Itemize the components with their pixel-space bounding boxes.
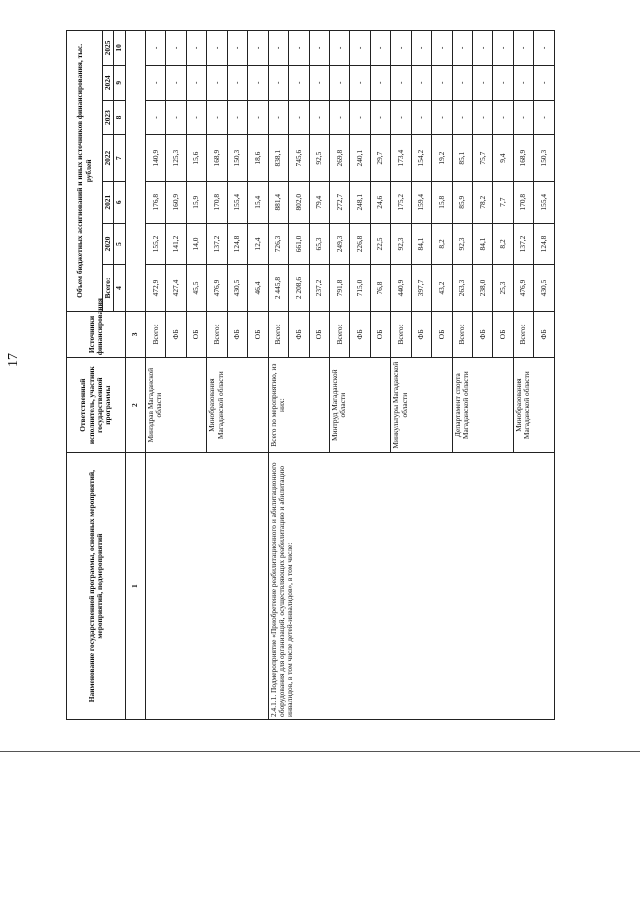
total-value-cell: 715,0 xyxy=(350,265,370,311)
header-funding-source: Источники финансирования xyxy=(67,311,126,357)
funding-source-cell: ОБ xyxy=(186,311,206,357)
funding-source-cell: Всего: xyxy=(329,311,349,357)
funding-source-cell: ФБ xyxy=(534,311,555,357)
year-value-cell: 92,5 xyxy=(309,135,329,181)
header-index: 10 xyxy=(114,31,125,66)
year-value-cell: - xyxy=(227,31,247,66)
year-value-cell: 65,3 xyxy=(309,223,329,265)
rotated-page-content xyxy=(66,30,555,720)
year-value-cell: - xyxy=(289,100,309,135)
year-value-cell: 15,9 xyxy=(186,181,206,223)
year-value-cell: - xyxy=(207,31,227,66)
header-year: 2024 xyxy=(103,65,114,100)
year-value-cell: - xyxy=(350,100,370,135)
year-value-cell: - xyxy=(248,100,268,135)
total-value-cell: 791,8 xyxy=(329,265,349,311)
header-index: 5 xyxy=(114,223,125,265)
table-row xyxy=(268,31,288,720)
year-value-cell: - xyxy=(452,31,472,66)
year-value-cell: 22,5 xyxy=(370,223,390,265)
year-value-cell: - xyxy=(329,65,349,100)
funding-table-body xyxy=(125,31,554,720)
year-value-cell: 155,4 xyxy=(534,181,555,223)
year-value-cell: 168,9 xyxy=(207,135,227,181)
year-value-cell: - xyxy=(473,31,493,66)
year-value-cell: 137,2 xyxy=(513,223,533,265)
funding-source-cell: Всего: xyxy=(513,311,533,357)
year-value-cell: - xyxy=(268,65,288,100)
funding-source-cell: ФБ xyxy=(166,311,186,357)
year-value-cell: 745,6 xyxy=(289,135,309,181)
year-value-cell: 155,2 xyxy=(146,223,166,265)
year-value-cell: - xyxy=(432,65,452,100)
total-value-cell: 237,2 xyxy=(309,265,329,311)
header-year: 2023 xyxy=(103,100,114,135)
year-value-cell: 141,2 xyxy=(166,223,186,265)
header-total: Всего: xyxy=(103,265,114,311)
header-year: 2022 xyxy=(103,135,114,181)
year-value-cell: - xyxy=(411,65,431,100)
year-value-cell: 29,7 xyxy=(370,135,390,181)
year-value-cell: 160,9 xyxy=(166,181,186,223)
funding-source-cell: ФБ xyxy=(289,311,309,357)
year-value-cell: - xyxy=(186,31,206,66)
year-value-cell: 12,4 xyxy=(248,223,268,265)
year-value-cell: - xyxy=(370,31,390,66)
total-value-cell: 76,8 xyxy=(370,265,390,311)
year-value-cell: - xyxy=(391,100,411,135)
header-index-spacer xyxy=(125,31,145,312)
year-value-cell: - xyxy=(248,65,268,100)
year-value-cell: - xyxy=(350,65,370,100)
year-value-cell: 9,4 xyxy=(493,135,513,181)
executor-cell: Минтруд Магаданской области xyxy=(329,358,390,453)
year-value-cell: - xyxy=(411,31,431,66)
funding-source-cell: ОБ xyxy=(309,311,329,357)
year-value-cell: 84,1 xyxy=(411,223,431,265)
year-value-cell: 272,7 xyxy=(329,181,349,223)
year-value-cell: - xyxy=(329,100,349,135)
year-value-cell: 140,9 xyxy=(146,135,166,181)
total-value-cell: 472,9 xyxy=(146,265,166,311)
funding-source-cell: Всего: xyxy=(452,311,472,357)
year-value-cell: - xyxy=(186,100,206,135)
header-index: 3 xyxy=(125,311,145,357)
year-value-cell: 170,8 xyxy=(513,181,533,223)
year-value-cell: 19,2 xyxy=(432,135,452,181)
year-value-cell: 240,1 xyxy=(350,135,370,181)
year-value-cell: 269,8 xyxy=(329,135,349,181)
measure-name-cell: 2.4.1.1. Подмероприятие «Приобретение реабилитационного и абилитационного оборудования для организаций, осуществляющих реабилитацию и абилитацию инвалидов, в том числе детей-инвалидов», в том числе: xyxy=(268,453,554,720)
year-value-cell: 154,2 xyxy=(411,135,431,181)
executor-cell: Минобразования Магаданской области xyxy=(207,358,268,453)
year-value-cell: 7,7 xyxy=(493,181,513,223)
year-value-cell: - xyxy=(289,31,309,66)
header-index: 7 xyxy=(114,135,125,181)
year-value-cell: 124,8 xyxy=(534,223,555,265)
year-value-cell: 150,3 xyxy=(227,135,247,181)
year-value-cell: - xyxy=(268,31,288,66)
year-value-cell: - xyxy=(432,31,452,66)
funding-source-cell: ОБ xyxy=(370,311,390,357)
year-value-cell: - xyxy=(309,100,329,135)
total-value-cell: 46,4 xyxy=(248,265,268,311)
header-index: 8 xyxy=(114,100,125,135)
year-value-cell: - xyxy=(248,31,268,66)
year-value-cell: 176,8 xyxy=(146,181,166,223)
year-value-cell: 159,4 xyxy=(411,181,431,223)
year-value-cell: 15,6 xyxy=(186,135,206,181)
year-value-cell: 838,1 xyxy=(268,135,288,181)
year-value-cell: - xyxy=(289,65,309,100)
year-value-cell: - xyxy=(473,65,493,100)
funding-source-cell: Всего: xyxy=(268,311,288,357)
year-value-cell: - xyxy=(227,65,247,100)
year-value-cell: 168,9 xyxy=(513,135,533,181)
year-value-cell: - xyxy=(146,65,166,100)
funding-table xyxy=(66,30,555,720)
header-year: 2021 xyxy=(103,181,114,223)
bottom-rule xyxy=(0,751,640,752)
year-value-cell: 84,1 xyxy=(473,223,493,265)
executor-cell: Минздрав Магаданской области xyxy=(146,358,207,453)
total-value-cell: 397,7 xyxy=(411,265,431,311)
header-year: 2025 xyxy=(103,31,114,66)
year-value-cell: - xyxy=(227,100,247,135)
year-value-cell: - xyxy=(493,100,513,135)
year-value-cell: - xyxy=(513,31,533,66)
year-value-cell: 85,9 xyxy=(452,181,472,223)
funding-source-cell: ФБ xyxy=(350,311,370,357)
total-value-cell: 2 445,8 xyxy=(268,265,288,311)
funding-source-cell: ФБ xyxy=(473,311,493,357)
total-value-cell: 476,9 xyxy=(513,265,533,311)
year-value-cell: - xyxy=(534,100,555,135)
executor-cell: Минобразования Магаданской области xyxy=(513,358,554,453)
year-value-cell: 155,4 xyxy=(227,181,247,223)
year-value-cell: 125,3 xyxy=(166,135,186,181)
year-value-cell: - xyxy=(166,31,186,66)
year-value-cell: - xyxy=(452,100,472,135)
year-value-cell: - xyxy=(411,100,431,135)
header-index: 2 xyxy=(125,358,145,453)
year-value-cell: - xyxy=(329,31,349,66)
year-value-cell: - xyxy=(452,65,472,100)
year-value-cell: 8,2 xyxy=(432,223,452,265)
year-value-cell: 661,0 xyxy=(289,223,309,265)
year-value-cell: 881,4 xyxy=(268,181,288,223)
year-value-cell: - xyxy=(391,65,411,100)
total-value-cell: 45,5 xyxy=(186,265,206,311)
year-value-cell: - xyxy=(146,31,166,66)
funding-table-area xyxy=(66,30,555,720)
year-value-cell: 15,8 xyxy=(432,181,452,223)
year-value-cell: 150,3 xyxy=(534,135,555,181)
year-value-cell: 78,2 xyxy=(473,181,493,223)
year-value-cell: - xyxy=(166,65,186,100)
year-value-cell: - xyxy=(432,100,452,135)
header-index: 1 xyxy=(125,453,145,720)
year-value-cell: - xyxy=(370,100,390,135)
total-value-cell: 238,0 xyxy=(473,265,493,311)
year-value-cell: - xyxy=(207,65,227,100)
total-value-cell: 427,4 xyxy=(166,265,186,311)
executor-cell: Всего по мероприятию, из них: xyxy=(268,358,329,453)
total-value-cell: 440,9 xyxy=(391,265,411,311)
year-value-cell: 75,7 xyxy=(473,135,493,181)
total-value-cell: 430,5 xyxy=(534,265,555,311)
year-value-cell: 92,3 xyxy=(452,223,472,265)
year-value-cell: 85,1 xyxy=(452,135,472,181)
year-value-cell: 173,4 xyxy=(391,135,411,181)
year-value-cell: 14,0 xyxy=(186,223,206,265)
year-value-cell: - xyxy=(473,100,493,135)
year-value-cell: 124,8 xyxy=(227,223,247,265)
year-value-cell: - xyxy=(186,65,206,100)
header-executor: Ответственный исполнитель, участник государственной программы xyxy=(67,358,126,453)
year-value-cell: - xyxy=(268,100,288,135)
year-value-cell: - xyxy=(370,65,390,100)
funding-source-cell: Всего: xyxy=(391,311,411,357)
total-value-cell: 2 208,6 xyxy=(289,265,309,311)
year-value-cell: - xyxy=(534,31,555,66)
total-value-cell: 25,3 xyxy=(493,265,513,311)
measure-name-cell xyxy=(146,453,269,720)
year-value-cell: - xyxy=(513,100,533,135)
year-value-cell: 226,8 xyxy=(350,223,370,265)
year-value-cell: - xyxy=(493,65,513,100)
header-index: 4 xyxy=(114,265,125,311)
funding-source-cell: Всего: xyxy=(207,311,227,357)
year-value-cell: - xyxy=(309,31,329,66)
funding-source-cell: ОБ xyxy=(493,311,513,357)
total-value-cell: 263,3 xyxy=(452,265,472,311)
year-value-cell: 170,8 xyxy=(207,181,227,223)
year-value-cell: - xyxy=(391,31,411,66)
year-value-cell: - xyxy=(350,31,370,66)
year-value-cell: 249,3 xyxy=(329,223,349,265)
header-funding-volume: Объем бюджетных ассигнований и иных источников финансирования, тыс. рублей xyxy=(67,31,103,312)
year-value-cell: - xyxy=(513,65,533,100)
funding-source-cell: ФБ xyxy=(411,311,431,357)
executor-cell: Департамент спорта Магаданской области xyxy=(452,358,513,453)
funding-source-cell: ФБ xyxy=(227,311,247,357)
year-value-cell: - xyxy=(207,100,227,135)
funding-source-cell: ОБ xyxy=(248,311,268,357)
year-value-cell: - xyxy=(309,65,329,100)
year-value-cell: - xyxy=(493,31,513,66)
year-value-cell: 8,2 xyxy=(493,223,513,265)
total-value-cell: 43,2 xyxy=(432,265,452,311)
year-value-cell: - xyxy=(166,100,186,135)
year-value-cell: 18,6 xyxy=(248,135,268,181)
year-value-cell: 802,0 xyxy=(289,181,309,223)
header-index: 6 xyxy=(114,181,125,223)
year-value-cell: 92,3 xyxy=(391,223,411,265)
year-value-cell: 726,3 xyxy=(268,223,288,265)
total-value-cell: 476,9 xyxy=(207,265,227,311)
year-value-cell: - xyxy=(534,65,555,100)
header-year: 2020 xyxy=(103,223,114,265)
year-value-cell: - xyxy=(146,100,166,135)
funding-source-cell: Всего: xyxy=(146,311,166,357)
header-index: 9 xyxy=(114,65,125,100)
year-value-cell: 137,2 xyxy=(207,223,227,265)
year-value-cell: 24,6 xyxy=(370,181,390,223)
year-value-cell: 175,2 xyxy=(391,181,411,223)
funding-source-cell: ОБ xyxy=(432,311,452,357)
year-value-cell: 15,4 xyxy=(248,181,268,223)
header-program-name: Наименование государственной программы, основных мероприятий, мероприятий, подмероприятий xyxy=(67,453,126,720)
total-value-cell: 430,5 xyxy=(227,265,247,311)
executor-cell: Минкультуры Магаданской области xyxy=(391,358,452,453)
page-number: 17 xyxy=(6,353,21,367)
year-value-cell: 248,1 xyxy=(350,181,370,223)
table-row xyxy=(146,31,166,720)
year-value-cell: 79,4 xyxy=(309,181,329,223)
